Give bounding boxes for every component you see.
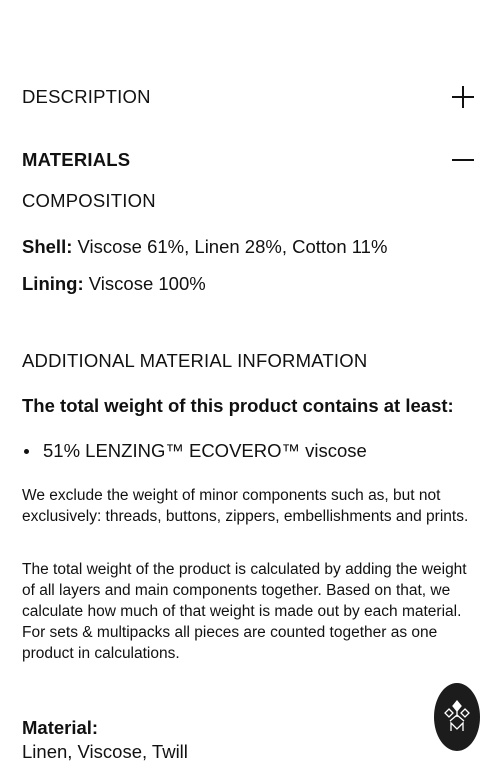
lining-composition <box>22 273 206 295</box>
plus-icon[interactable] <box>452 86 474 108</box>
weight-heading: The total weight of this product contains at least: <box>22 395 454 416</box>
shell-value: Viscose 61%, Linen 28%, Cotton 11% <box>72 236 388 257</box>
shell-composition <box>22 236 387 258</box>
accordion-materials[interactable] <box>22 147 474 173</box>
lining-label: Lining: <box>22 273 84 294</box>
accordion-description[interactable] <box>22 84 474 110</box>
minus-icon[interactable] <box>452 149 474 171</box>
accordion-description-title: DESCRIPTION <box>22 86 151 107</box>
list-item <box>22 440 367 462</box>
lining-value: Viscose 100% <box>83 273 206 294</box>
material-label: Material: <box>22 717 99 738</box>
shell-label: Shell: <box>22 236 73 257</box>
assistant-logo-icon <box>442 695 472 739</box>
paragraph-weight-calculation: The total weight of the product is calculated by adding the weight of all layers and main components together. Based on that, we calculate how much of that weight is made out by each material. For sets & multipacks all pieces are counted together as one product in calculations. <box>22 561 467 662</box>
accordion-materials-title: MATERIALS <box>22 149 131 170</box>
paragraph-minor-components: We exclude the weight of minor components such as, but not exclusively: threads, buttons, zippers, embellishments and prints. <box>22 487 469 525</box>
composition-heading: COMPOSITION <box>22 190 156 211</box>
assistant-chat-button[interactable] <box>434 683 480 751</box>
bullet-dot-icon <box>24 449 29 454</box>
list-item-text: 51% LENZING™ ECOVERO™ viscose <box>43 440 367 461</box>
additional-info-heading: ADDITIONAL MATERIAL INFORMATION <box>22 350 368 371</box>
material-value: Linen, Viscose, Twill <box>22 741 188 762</box>
